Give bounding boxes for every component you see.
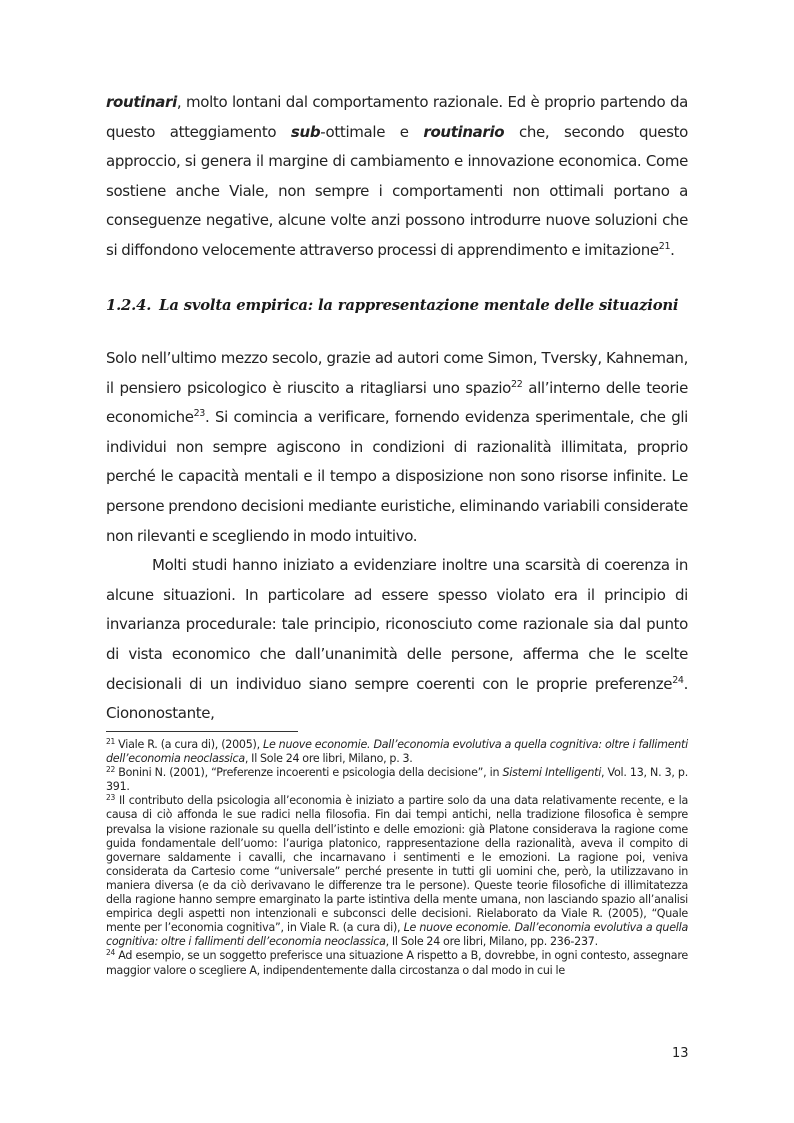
journal-title: Sistemi Intelligenti [502, 766, 602, 780]
section-title: La svolta empirica: la rappresentazione mentale delle situazioni [159, 297, 679, 314]
footnote-number: 22 [106, 765, 116, 775]
section-heading [106, 297, 706, 314]
emphasis-routinari: routinari [106, 93, 177, 111]
footnote-ref-23[interactable]: 23 [193, 408, 205, 420]
body-paragraph-intro [106, 88, 688, 266]
text-run: che, secondo questo approccio, si genera il margine di cambiamento e innovazione economica. Come sostiene anche Viale, non sempre i comportamenti non ottimali portano a conseguenze negative, alcune volte anzi possono introdurre nuove soluzioni che si diffondono velocemente attraverso processi di apprendimento e imitazione [106, 122, 688, 259]
footnote-ref-24[interactable]: 24 [672, 674, 684, 686]
body-paragraph-2 [106, 344, 688, 551]
footnote-23 [106, 794, 688, 949]
body-section-text [106, 344, 688, 729]
text-run: , Il Sole 24 ore libri, Milano, p. 3. [244, 752, 413, 766]
text-run: Ad esempio, se un soggetto preferisce una situazione A rispetto a B, dovrebbe, in ogni contesto, assegnare maggior valore o scegliere A, indipendentemente dalla circostanza o dal modo in cui le [106, 949, 688, 977]
footnote-number: 21 [106, 737, 116, 746]
footnote-ref-21[interactable]: 21 [658, 240, 671, 252]
body-paragraph-3 [106, 551, 688, 729]
emphasis-sub: sub [290, 122, 321, 141]
text-run: . Ciononostante, [106, 674, 688, 723]
footnotes [106, 738, 688, 978]
footnote-number: 24 [106, 948, 116, 958]
text-run: . [670, 240, 675, 259]
book-title: Le nuove economie. Dall’economia evolutiva a quella cognitiva: oltre i fallimenti dell’economia neoclassica [106, 921, 688, 949]
text-run: , Vol. 13, N. 3, p. 391. [106, 766, 689, 794]
text-run: , molto lontani dal comportamento razionale. Ed è proprio partendo da questo atteggiamento [106, 93, 688, 141]
section-number: 1.2.4. [106, 297, 152, 314]
text-run: Bonini N. (2001), “Preferenze incoerenti e psicologia della decisione”, in [115, 766, 503, 780]
footnote-ref-22[interactable]: 22 [511, 378, 523, 390]
text-run: . Si comincia a verificare, fornendo evidenza sperimentale, che gli individui non sempre agiscono in condizioni di razionalità illimitata, proprio perché le capacità mentali e il tempo a disposizione non sono risorse infinite. Le persone prendono decisioni mediante euristiche, eliminando variabili considerate non rilevanti e scegliendo in modo intuitivo. [106, 408, 688, 545]
text-run: , Il Sole 24 ore libri, Milano, pp. 236-237. [385, 935, 598, 949]
footnote-24 [106, 949, 688, 977]
text-run: Molti studi hanno iniziato a evidenziare inoltre una scarsità di coerenza in alcune situazioni. In particolare ad essere spesso violato era il principio di invarianza procedurale: tale principio, riconosciuto come razionale sia dal punto di vista economico che dall’unanimità delle persone, afferma che le scelte decisionali di un individuo siano sempre coerenti con le proprie preferenze [106, 556, 688, 693]
footnote-separator [106, 731, 298, 732]
footnote-22 [106, 766, 688, 794]
text-run: -ottimale e [320, 122, 424, 141]
footnote-number: 23 [106, 793, 116, 803]
text-run: Viale R. (a cura di), (2005), [115, 738, 264, 751]
book-title: Le nuove economie. Dall’economia evolutiva a quella cognitiva: oltre i fallimenti dell’economia neoclassica [106, 738, 688, 766]
text-run: all’interno delle teorie economiche [106, 378, 688, 427]
footnote-21 [106, 738, 688, 766]
emphasis-routinario: routinario [423, 122, 505, 141]
page-number: 13 [672, 1046, 689, 1061]
text-run: Solo nell’ultimo mezzo secolo, grazie ad autori come Simon, Tversky, Kahneman, il pensiero psicologico è riuscito a ritagliarsi uno spazio [106, 349, 688, 397]
text-run: Il contributo della psicologia all’economia è iniziato a partire solo da una data relativamente recente, e la causa di ciò affonda le sue radici nella filosofia. Fin dai tempi antichi, nella tradizione filosofica è sempre prevalsa la visione razionale su quella dell’istinto e delle emozioni: già Platone considerava la ragione come guida fondamentale dell’uomo: l’auriga platonico, rappresentazione della razionalità, aveva il compito di governare saldamente i cavalli, che incarnavano i sentimenti e le emozioni. La ragione poi, veniva considerata da Cartesio come “universale” perché presente in tutti gli uomini che, però, la utilizzavano in maniera diversa (e da ciò derivavano le differenze tra le persone). Queste teorie filosofiche di illimitatezza della ragione hanno sempre emarginato la parte istintiva della mente umana, non lasciando spazio all’analisi empirica degli aspetti non intenzionali e subconsci delle decisioni. Rielaborato da Viale R. (2005), “Quale mente per l’economia cognitiva”, in Viale R. (a cura di), [106, 794, 688, 935]
